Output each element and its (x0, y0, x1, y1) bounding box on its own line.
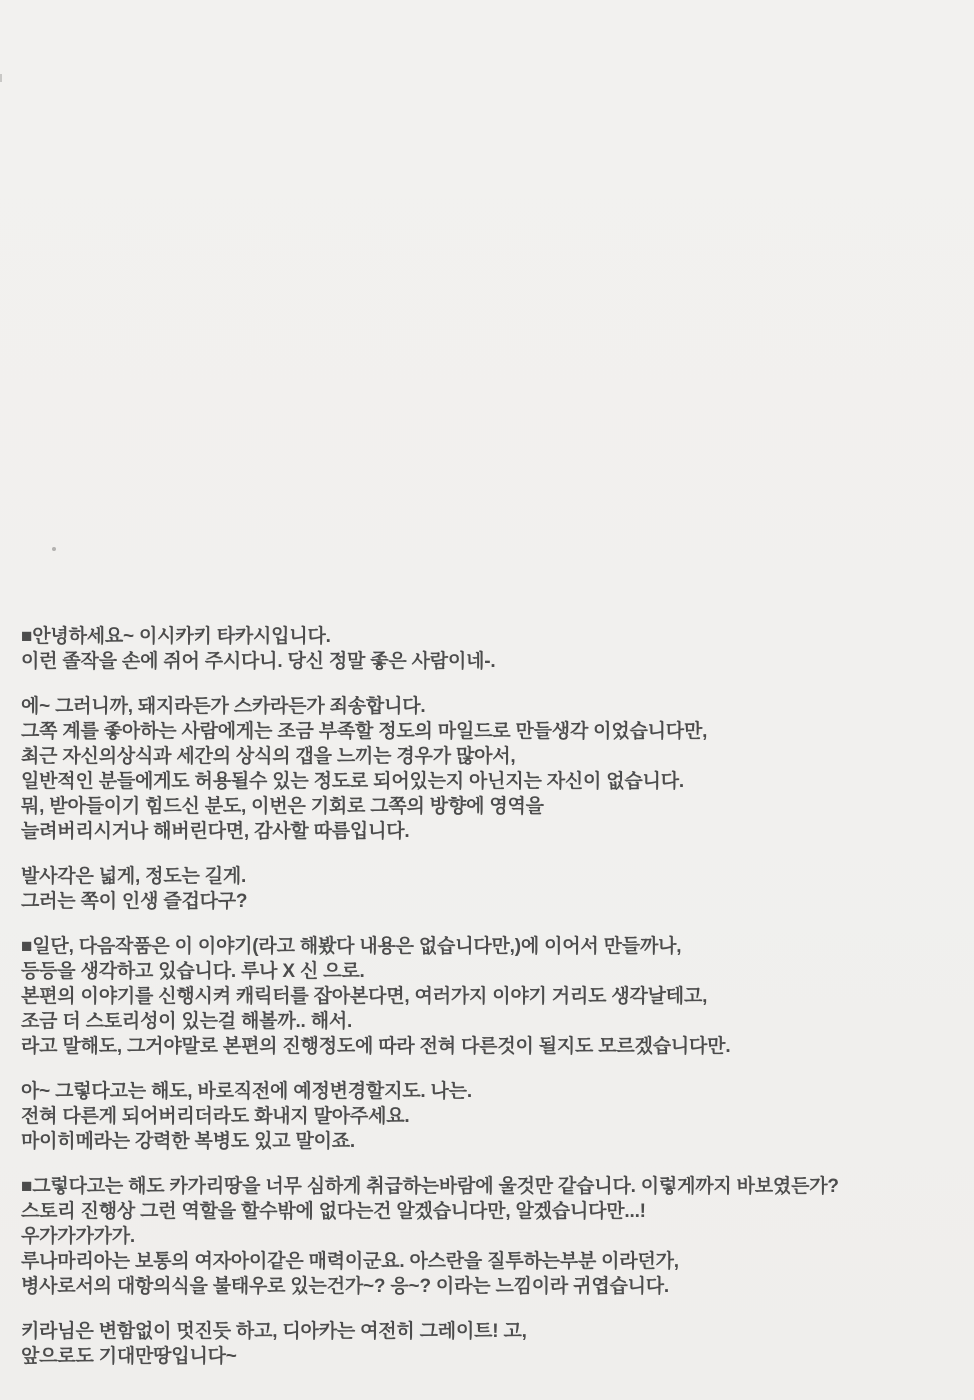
paragraph (21, 934, 961, 1059)
text-line: 아~ 그렇다고는 해도, 바로직전에 예정변경할지도. 나는. (21, 1081, 472, 1102)
text-line: 일반적인 분들에게도 허용될수 있는 정도로 되어있는지 아닌지는 자신이 없습니다. (21, 771, 684, 792)
text-line: 그쪽 계를 좋아하는 사람에게는 조금 부족할 정도의 마일드로 만들생각 이었습니다만, (21, 721, 708, 742)
paragraph (21, 864, 961, 914)
text-line: 전혀 다른게 되어버리더라도 화내지 말아주세요. (21, 1106, 410, 1127)
afterword-text-block (21, 624, 961, 1389)
paragraph (21, 694, 961, 844)
text-line: 이런 졸작을 손에 쥐어 주시다니. 당신 정말 좋은 사람이네-. (21, 651, 496, 672)
text-line: 앞으로도 기대만땅입니다~ (21, 1346, 237, 1367)
text-line: 뭐, 받아들이기 힘드신 분도, 이번은 기회로 그쪽의 방향에 영역을 (21, 796, 544, 817)
paragraph (21, 1079, 961, 1154)
text-line: 늘려버리시거나 해버린다면, 감사할 따름입니다. (21, 821, 410, 842)
text-line: 우가가가가가. (21, 1226, 136, 1247)
text-line: 본편의 이야기를 신행시켜 캐릭터를 잡아본다면, 여러가지 이야기 거리도 생각날테고, (21, 986, 708, 1007)
text-line: 최근 자신의상식과 세간의 상식의 갭을 느끼는 경우가 많아서, (21, 746, 516, 767)
paragraph (21, 624, 961, 674)
text-line: 발사각은 넓게, 정도는 길게. (21, 866, 247, 887)
text-line: 에~ 그러니까, 돼지라든가 스카라든가 죄송합니다. (21, 696, 426, 717)
scan-artifact-dot (52, 547, 56, 551)
paragraph (21, 1174, 961, 1299)
text-line: ■안녕하세요~ 이시카키 타카시입니다. (21, 626, 331, 647)
paragraph (21, 1319, 961, 1369)
text-line: ■그렇다고는 해도 카가리땅을 너무 심하게 취급하는바람에 울것만 같습니다. 이렇게까지 바보였든가? (21, 1176, 839, 1197)
text-line: 라고 말해도, 그거야말로 본편의 진행정도에 따라 전혀 다른것이 될지도 모르겠습니다만. (21, 1036, 731, 1057)
text-line: 병사로서의 대항의식을 불태우로 있는건가~? 응~? 이라는 느낌이라 귀엽습니다. (21, 1276, 670, 1297)
text-line: 그러는 쪽이 인생 즐겁다구? (21, 891, 248, 912)
scan-edge-artifact (0, 74, 2, 82)
text-line: 루나마리아는 보통의 여자아이같은 매력이군요. 아스란을 질투하는부분 이라던가, (21, 1251, 679, 1272)
text-line: 마이히메라는 강력한 복병도 있고 말이죠. (21, 1131, 356, 1152)
text-line: 조금 더 스토리성이 있는걸 해볼까.. 해서. (21, 1011, 353, 1032)
text-line: 키라님은 변함없이 멋진듯 하고, 디아카는 여전히 그레이트! 고, (21, 1321, 527, 1342)
text-line: ■일단, 다음작품은 이 이야기(라고 해봤다 내용은 없습니다만,)에 이어서 만들까나, (21, 936, 682, 957)
text-line: 등등을 생각하고 있습니다. 루나 X 신 으로. (21, 961, 365, 982)
text-line: 스토리 진행상 그런 역할을 할수밖에 없다는건 알겠습니다만, 알겠습니다만...! (21, 1201, 646, 1222)
